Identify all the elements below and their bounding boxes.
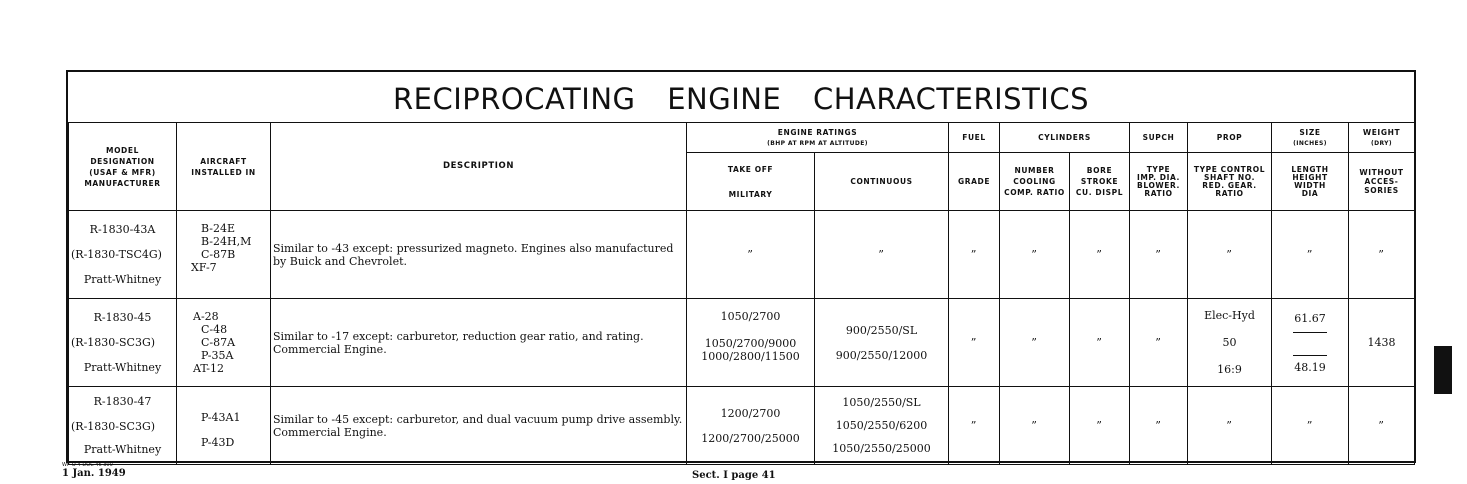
cell-prop: ” (1188, 211, 1272, 299)
header-fuel-grade: GRADE (949, 153, 1000, 211)
header-line: ACCES- (1364, 177, 1399, 186)
header-aircraft-line: AIRCRAFT (200, 156, 247, 166)
model-mfr-designation: (R-1830-SC3G) (71, 420, 156, 433)
model-manufacturer: Pratt-Whitney (83, 273, 162, 286)
printer-code: WF-O-4 DOC 46 300 (62, 462, 113, 468)
cell-description: Similar to -17 except: carburetor, reduction gear ratio, and rating. Commercial Engine. (271, 299, 687, 387)
engine-table (68, 122, 1415, 465)
takeoff-value: 1200/2700/25000 (701, 431, 800, 445)
header-size (1272, 123, 1349, 153)
cell-model (69, 387, 177, 465)
header-takeoff-line: TAKE OFF (727, 164, 774, 174)
divider (1293, 332, 1327, 333)
cell-model (69, 211, 177, 299)
cell-weight: ” (1349, 211, 1415, 299)
cell-cyl-number: ” (1000, 387, 1070, 465)
continuous-value: 900/2550/SL (845, 323, 918, 337)
cell-aircraft (177, 299, 271, 387)
takeoff-value: 1050/2700 (720, 310, 781, 323)
cell-size: ” (1272, 211, 1349, 299)
header-line: TYPE CONTROL (1193, 164, 1266, 174)
prop-shaft: 50 (1222, 336, 1237, 349)
cell-size (1272, 299, 1349, 387)
model-mfr-designation: (R-1830-TSC4G) (71, 248, 162, 261)
model-designation: R-1830-47 (93, 395, 152, 408)
table-row (69, 299, 1415, 387)
table-row (69, 211, 1415, 299)
aircraft-item: P-43D (201, 435, 235, 449)
cell-cyl-number: ” (1000, 211, 1070, 299)
header-line: RATIO (1144, 188, 1173, 198)
takeoff-value: 1000/2800/11500 (701, 350, 800, 363)
header-prop-sub (1188, 153, 1272, 211)
cell-model (69, 299, 177, 387)
aircraft-item: P-43A1 (201, 410, 241, 424)
engine-characteristics-sheet (66, 70, 1416, 463)
continuous-value: 1050/2550/25000 (832, 442, 931, 455)
header-aircraft (177, 123, 271, 211)
header-line: IMP. DIA. (1136, 172, 1181, 182)
header-size-sub (1272, 153, 1349, 211)
header-takeoff (687, 153, 815, 211)
cell-weight: ” (1349, 387, 1415, 465)
cell-supch: ” (1130, 387, 1188, 465)
header-supch-sub (1130, 153, 1188, 211)
cell-fuel: ” (949, 299, 1000, 387)
header-line: COMP. RATIO (1004, 188, 1065, 197)
header-line: STROKE (1080, 177, 1119, 186)
header-line: CU. DISPL (1075, 188, 1124, 197)
header-engine-ratings (687, 123, 949, 153)
aircraft-item: AT-12 (193, 362, 224, 375)
aircraft-item: B-24H,M (201, 234, 252, 248)
header-line: COOLING (1013, 177, 1056, 186)
continuous-value: 1050/2550/6200 (835, 419, 928, 432)
divider (1293, 355, 1327, 356)
header-line: RED. GEAR. (1202, 180, 1257, 190)
cell-prop (1188, 299, 1272, 387)
cell-description: Similar to -43 except: pressurized magneto. Engines also manufactured by Buick and Chevrolet. (271, 211, 687, 299)
header-line: RATIO (1215, 188, 1244, 198)
model-designation: R-1830-43A (89, 223, 156, 236)
model-designation: R-1830-45 (93, 311, 152, 324)
header-model-line: MANUFACTURER (84, 178, 161, 188)
cell-takeoff (687, 299, 815, 387)
cell-takeoff: ” (687, 211, 815, 299)
cell-cyl-bore: ” (1070, 299, 1130, 387)
header-line: SORIES (1364, 186, 1399, 195)
takeoff-value: 1050/2700/9000 (704, 337, 797, 350)
prop-type: Elec-Hyd (1204, 309, 1255, 322)
header-description: DESCRIPTION (271, 123, 687, 211)
header-model (69, 123, 177, 211)
header-size-title: SIZE (1299, 127, 1321, 137)
cell-continuous (815, 387, 949, 465)
size-length: 61.67 (1294, 311, 1326, 325)
header-takeoff-line: MILITARY (728, 189, 773, 199)
cell-aircraft (177, 387, 271, 465)
header-line: BORE (1086, 166, 1113, 175)
header-size-unit: (INCHES) (1293, 139, 1327, 147)
header-line: WITHOUT (1359, 168, 1404, 177)
aircraft-item: C-48 (201, 323, 228, 336)
continuous-value: 1050/2550/SL (842, 396, 921, 409)
header-weight-sub (1349, 153, 1415, 211)
model-mfr-designation: (R-1830-SC3G) (71, 336, 156, 349)
header-prop: PROP (1188, 123, 1272, 153)
header-weight-unit: (DRY) (1370, 139, 1393, 147)
model-manufacturer: Pratt-Whitney (83, 361, 162, 374)
takeoff-value: 1200/2700 (720, 406, 781, 420)
header-cyl-number (1000, 153, 1070, 211)
aircraft-item: B-24E (201, 221, 236, 235)
header-line: BLOWER. (1137, 180, 1180, 190)
prop-gear-ratio: 16:9 (1217, 363, 1242, 376)
cell-aircraft (177, 211, 271, 299)
header-continuous: CONTINUOUS (815, 153, 949, 211)
cell-supch: ” (1130, 211, 1188, 299)
header-cylinders: CYLINDERS (1000, 123, 1130, 153)
header-weight-title: WEIGHT (1362, 127, 1401, 137)
aircraft-item: XF-7 (191, 260, 217, 274)
cell-continuous: ” (815, 211, 949, 299)
header-weight (1349, 123, 1415, 153)
header-supch: SUPCH (1130, 123, 1188, 153)
header-line: NUMBER (1014, 166, 1055, 175)
cell-description: Similar to -45 except: carburetor, and dual vacuum pump drive assembly. Commercial Engine. (271, 387, 687, 465)
cell-size: ” (1272, 387, 1349, 465)
header-model-line: (USAF & MFR) (89, 167, 156, 177)
table-row (69, 387, 1415, 465)
cell-fuel: ” (949, 387, 1000, 465)
aircraft-item: C-87A (201, 336, 236, 349)
header-model-line: DESIGNATION (90, 156, 155, 166)
header-line: DIA (1301, 188, 1319, 198)
edge-tab-marker (1434, 346, 1452, 394)
header-line: TYPE (1146, 164, 1171, 174)
header-engine-ratings-sub: (BHP AT RPM AT ALTITUDE) (767, 139, 868, 147)
model-manufacturer: Pratt-Whitney (83, 443, 162, 456)
size-dia: 48.19 (1294, 360, 1326, 374)
cell-takeoff (687, 387, 815, 465)
cell-fuel: ” (949, 211, 1000, 299)
page-title: RECIPROCATING ENGINE CHARACTERISTICS (68, 72, 1414, 123)
cell-continuous (815, 299, 949, 387)
cell-weight: 1438 (1349, 299, 1415, 387)
footer-date: 1 Jan. 1949 (62, 468, 126, 479)
cell-supch: ” (1130, 299, 1188, 387)
header-line: SHAFT NO. (1203, 172, 1256, 182)
header-fuel: FUEL (949, 123, 1000, 153)
header-line: HEIGHT (1292, 172, 1328, 182)
page-number: Sect. I page 41 (692, 470, 776, 481)
aircraft-item: C-87B (201, 247, 236, 261)
cell-cyl-number: ” (1000, 299, 1070, 387)
header-engine-ratings-title: ENGINE RATINGS (777, 127, 858, 137)
aircraft-item: P-35A (201, 349, 234, 362)
header-line: LENGTH (1291, 164, 1329, 174)
header-cyl-bore (1070, 153, 1130, 211)
header-aircraft-line: INSTALLED IN (191, 167, 256, 177)
header-line: WIDTH (1294, 180, 1326, 190)
cell-cyl-bore: ” (1070, 387, 1130, 465)
cell-cyl-bore: ” (1070, 211, 1130, 299)
continuous-value: 900/2550/12000 (835, 348, 928, 362)
header-model-line: MODEL (106, 145, 139, 155)
cell-prop: ” (1188, 387, 1272, 465)
aircraft-item: A-28 (193, 310, 219, 323)
